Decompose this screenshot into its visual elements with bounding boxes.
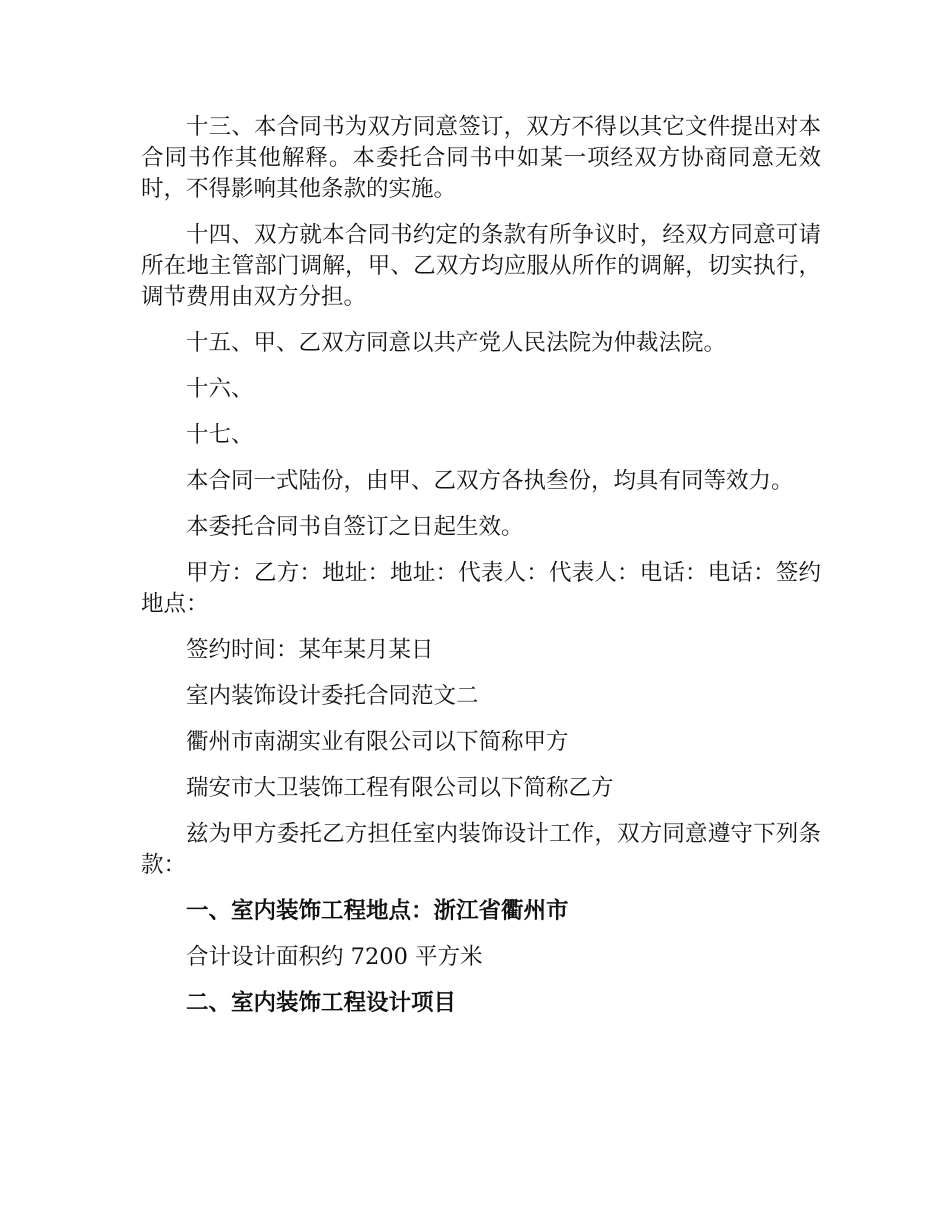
party-a: 衢州市南湖实业有限公司以下简称甲方 bbox=[186, 729, 569, 755]
preamble: 兹为甲方委托乙方担任室内装饰设计工作，双方同意遵守下列条款： bbox=[141, 821, 821, 878]
party-b: 瑞安市大卫装饰工程有限公司以下简称乙方 bbox=[186, 775, 614, 801]
design-area: 合计设计面积约 7200 平方米 bbox=[186, 944, 483, 970]
section-heading-2: 二、室内装饰工程设计项目 bbox=[186, 990, 457, 1016]
effective-statement: 本委托合同书自签订之日起生效。 bbox=[186, 514, 524, 540]
clause-16: 十六、 bbox=[186, 376, 254, 402]
clause-14: 十四、双方就本合同书约定的条款有所争议时，经双方同意可请所在地主管部门调解，甲、乙双方均应服从所作的调解，切实执行，调节费用由双方分担。 bbox=[141, 222, 821, 310]
section-heading-1: 一、室内装饰工程地点：浙江省衢州市 bbox=[186, 898, 569, 924]
clause-17: 十七、 bbox=[186, 422, 254, 448]
signature-block: 甲方：乙方：地址：地址：代表人：代表人：电话：电话：签约地点： bbox=[141, 560, 821, 617]
copies-statement: 本合同一式陆份，由甲、乙双方各执叁份，均具有同等效力。 bbox=[186, 468, 794, 494]
signing-date: 签约时间：某年某月某日 bbox=[186, 637, 434, 663]
clause-15: 十五、甲、乙双方同意以共产党人民法院为仲裁法院。 bbox=[186, 330, 727, 356]
document-body bbox=[141, 112, 821, 1034]
clause-13: 十三、本合同书为双方同意签订，双方不得以其它文件提出对本合同书作其他解释。本委托合同书中如某一项经双方协商同意无效时，不得影响其他条款的实施。 bbox=[141, 114, 821, 202]
sample-two-title: 室内装饰设计委托合同范文二 bbox=[186, 683, 479, 709]
